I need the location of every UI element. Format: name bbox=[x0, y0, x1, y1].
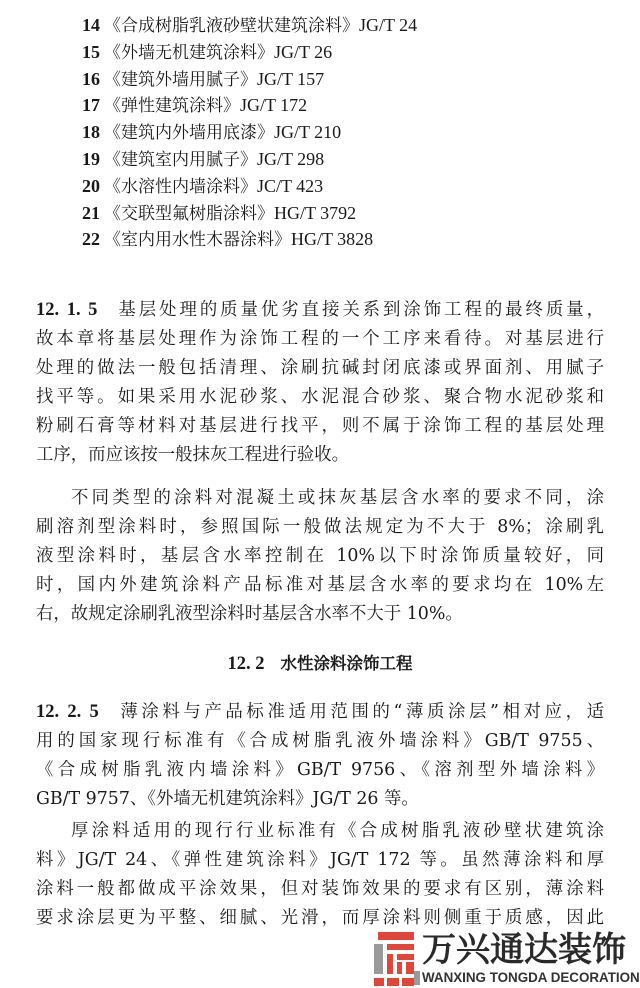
clause-number: 12. 2. 5 bbox=[36, 702, 99, 722]
paragraph-line: 厚涂料适用的现行行业标准有《合成树脂乳液砂壁状建筑涂 bbox=[71, 821, 604, 841]
paragraph-line: 用的国家现行标准有《合成树脂乳液外墙涂料》GB/T 9755、 bbox=[36, 731, 604, 751]
reference-item: 20 《水溶性内墙涂料》JC/T 423 bbox=[82, 175, 324, 197]
reference-item: 16 《建筑外墙用腻子》JG/T 157 bbox=[82, 68, 325, 90]
section-heading: 12. 2 水性涂料涂饰工程 bbox=[227, 654, 413, 674]
reference-item: 15 《外墙无机建筑涂料》JG/T 26 bbox=[82, 41, 333, 63]
reference-item: 21 《交联型氟树脂涂料》HG/T 3792 bbox=[82, 202, 357, 224]
company-logo-icon bbox=[374, 932, 414, 986]
paragraph-line: 液型涂料时，基层含水率控制在 10%以下时涂饰质量较好，同 bbox=[36, 546, 604, 566]
reference-item: 19 《建筑室内用腻子》JG/T 298 bbox=[82, 148, 325, 170]
clause-12-2-5-line: 12. 2. 5 薄涂料与产品标准适用范围的“薄质涂层”相对应，适 bbox=[36, 702, 604, 722]
company-name-cn: 万兴通达装饰 bbox=[422, 930, 626, 970]
reference-standards-list bbox=[82, 12, 417, 253]
paragraph-line: 找平等。如果采用水泥砂浆、水泥混合砂浆、聚合物水泥砂浆和 bbox=[36, 387, 604, 407]
reference-item: 18 《建筑内外墙用底漆》JG/T 210 bbox=[82, 122, 342, 144]
paragraph-line: 《合成树脂乳液内墙涂料》GB/T 9756、《溶剂型外墙涂料》 bbox=[36, 760, 604, 780]
logo-divider bbox=[414, 971, 420, 985]
paragraph-line: GB/T 9757、《外墙无机建筑涂料》JG/T 26 等。 bbox=[36, 789, 419, 809]
clause-12-1-5-line: 12. 1. 5 基层处理的质量优劣直接关系到涂饰工程的最终质量， bbox=[36, 300, 604, 320]
company-name-en: WANXING TONGDA DECORATION bbox=[422, 970, 640, 985]
paragraph-line: 刷溶剂型涂料时，参照国际一般做法规定为不大于 8%；涂刷乳 bbox=[36, 517, 604, 537]
paragraph-line: 故本章将基层处理作为涂饰工程的一个工序来看待。对基层进行 bbox=[36, 329, 604, 349]
clause-number: 12. 1. 5 bbox=[36, 300, 98, 320]
paragraph-line: 粉刷石膏等材料对基层进行找平，则不属于涂饰工程的基层处理 bbox=[36, 416, 604, 436]
reference-item: 17 《弹性建筑涂料》JG/T 172 bbox=[82, 95, 308, 117]
paragraph-line: 料》JG/T 24、《弹性建筑涂料》JG/T 172 等。虽然薄涂料和厚 bbox=[36, 850, 604, 870]
reference-item: 14 《合成树脂乳液砂壁状建筑涂料》JG/T 24 bbox=[82, 15, 418, 36]
paragraph-line: 时，国内外建筑涂料产品标准对基层含水率的要求均在 10%左 bbox=[36, 575, 604, 595]
paragraph-line: 工序，而应该按一般抹灰工程进行验收。 bbox=[36, 445, 350, 465]
paragraph-line: 不同类型的涂料对混凝土或抹灰基层含水率的要求不同，涂 bbox=[71, 488, 604, 508]
paragraph-line: 涂料一般都做成平涂效果，但对装饰效果的要求有区别，薄涂料 bbox=[36, 879, 604, 899]
paragraph-line: 要求涂层更为平整、细腻、光滑，而厚涂料则侧重于质感，因此 bbox=[36, 908, 604, 928]
paragraph-line: 处理的做法一般包括清理、涂刷抗碱封闭底漆或界面剂、用腻子 bbox=[36, 358, 604, 378]
watermark-logo bbox=[370, 930, 640, 988]
reference-item: 22 《室内用水性木器涂料》HG/T 3828 bbox=[82, 229, 374, 251]
paragraph-line: 右，故规定涂刷乳液型涂料时基层含水率不大于 10%。 bbox=[36, 604, 463, 624]
